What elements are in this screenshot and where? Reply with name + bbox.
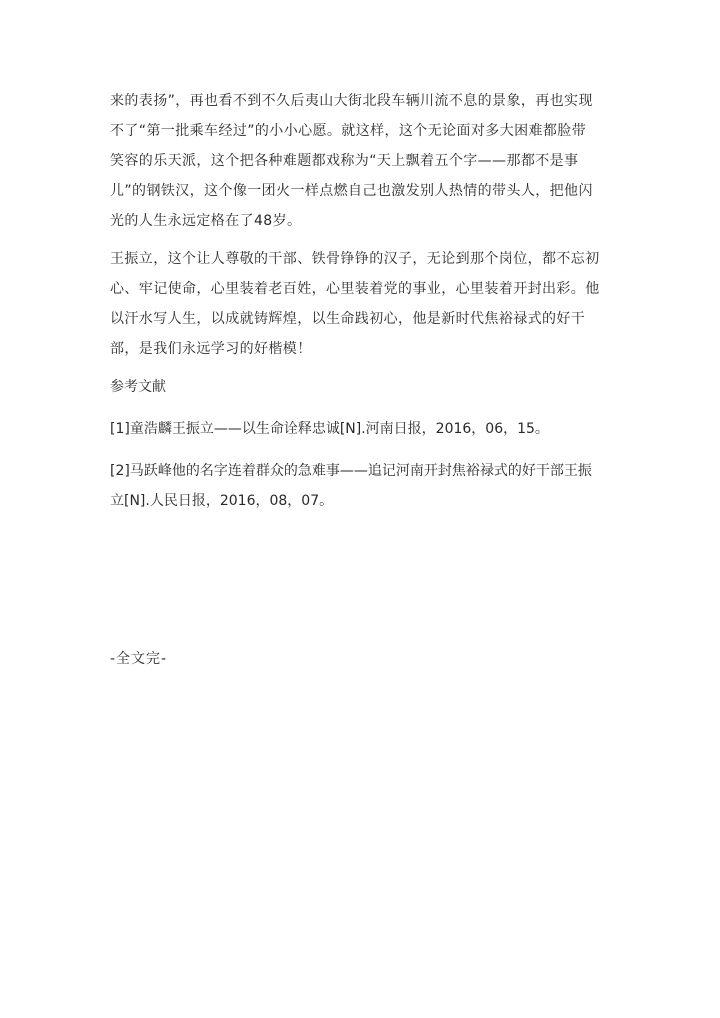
paragraph-1-line: 儿”的钢铁汉，这个像一团火一样点燃自己也激发别人热情的带头人，把他闪 — [110, 183, 593, 199]
paragraph-1-line: 光的人生永远定格在了48岁。 — [110, 213, 302, 229]
end-of-article-mark: -全文完- — [110, 651, 168, 667]
paragraph-2-line: 心、牢记使命，心里装着老百姓，心里装着党的事业，心里装着开封出彩。他 — [110, 281, 600, 297]
paragraph-2-line: 部，是我们永远学习的好楷模！ — [110, 341, 312, 357]
paragraph-2-line: 王振立，这个让人尊敬的干部、铁骨铮铮的汉子，无论到那个岗位，都不忘初 — [110, 251, 600, 267]
paragraph-spacer — [110, 364, 620, 372]
paragraph-spacer — [110, 444, 620, 456]
paragraph-1-line: 笑容的乐天派，这个把各种难题都戏称为“天上飘着五个字——那都不是事 — [110, 153, 579, 169]
reference-2-line: 立[N].人民日报，2016，08，07。 — [110, 493, 334, 509]
paragraph-spacer — [110, 402, 620, 414]
references-heading: 参考文献 — [110, 379, 166, 395]
reference-2-line: [2]马跃峰他的名字连着群众的急难事——追记河南开封焦裕禄式的好干部王振 — [110, 463, 592, 479]
paragraph-spacer — [110, 236, 620, 244]
reference-2 — [110, 456, 620, 516]
paragraph-1-line: 不了“第一批乘车经过”的小小心愿。就这样，这个无论面对多大困难都脸带 — [110, 123, 587, 139]
paragraph-2-line: 以汗水写人生，以成就铸辉煌，以生命践初心，他是新时代焦裕禄式的好干 — [110, 311, 586, 327]
document-body — [110, 86, 620, 516]
paragraph-1-line: 来的表扬”，再也看不到不久后夷山大街北段车辆川流不息的景象，再也实现 — [110, 93, 593, 109]
paragraph-1 — [110, 86, 620, 236]
reference-1: [1]童浩麟王振立——以生命诠释忠诚[N].河南日报，2016，06，15。 — [110, 421, 549, 437]
paragraph-2 — [110, 244, 620, 364]
